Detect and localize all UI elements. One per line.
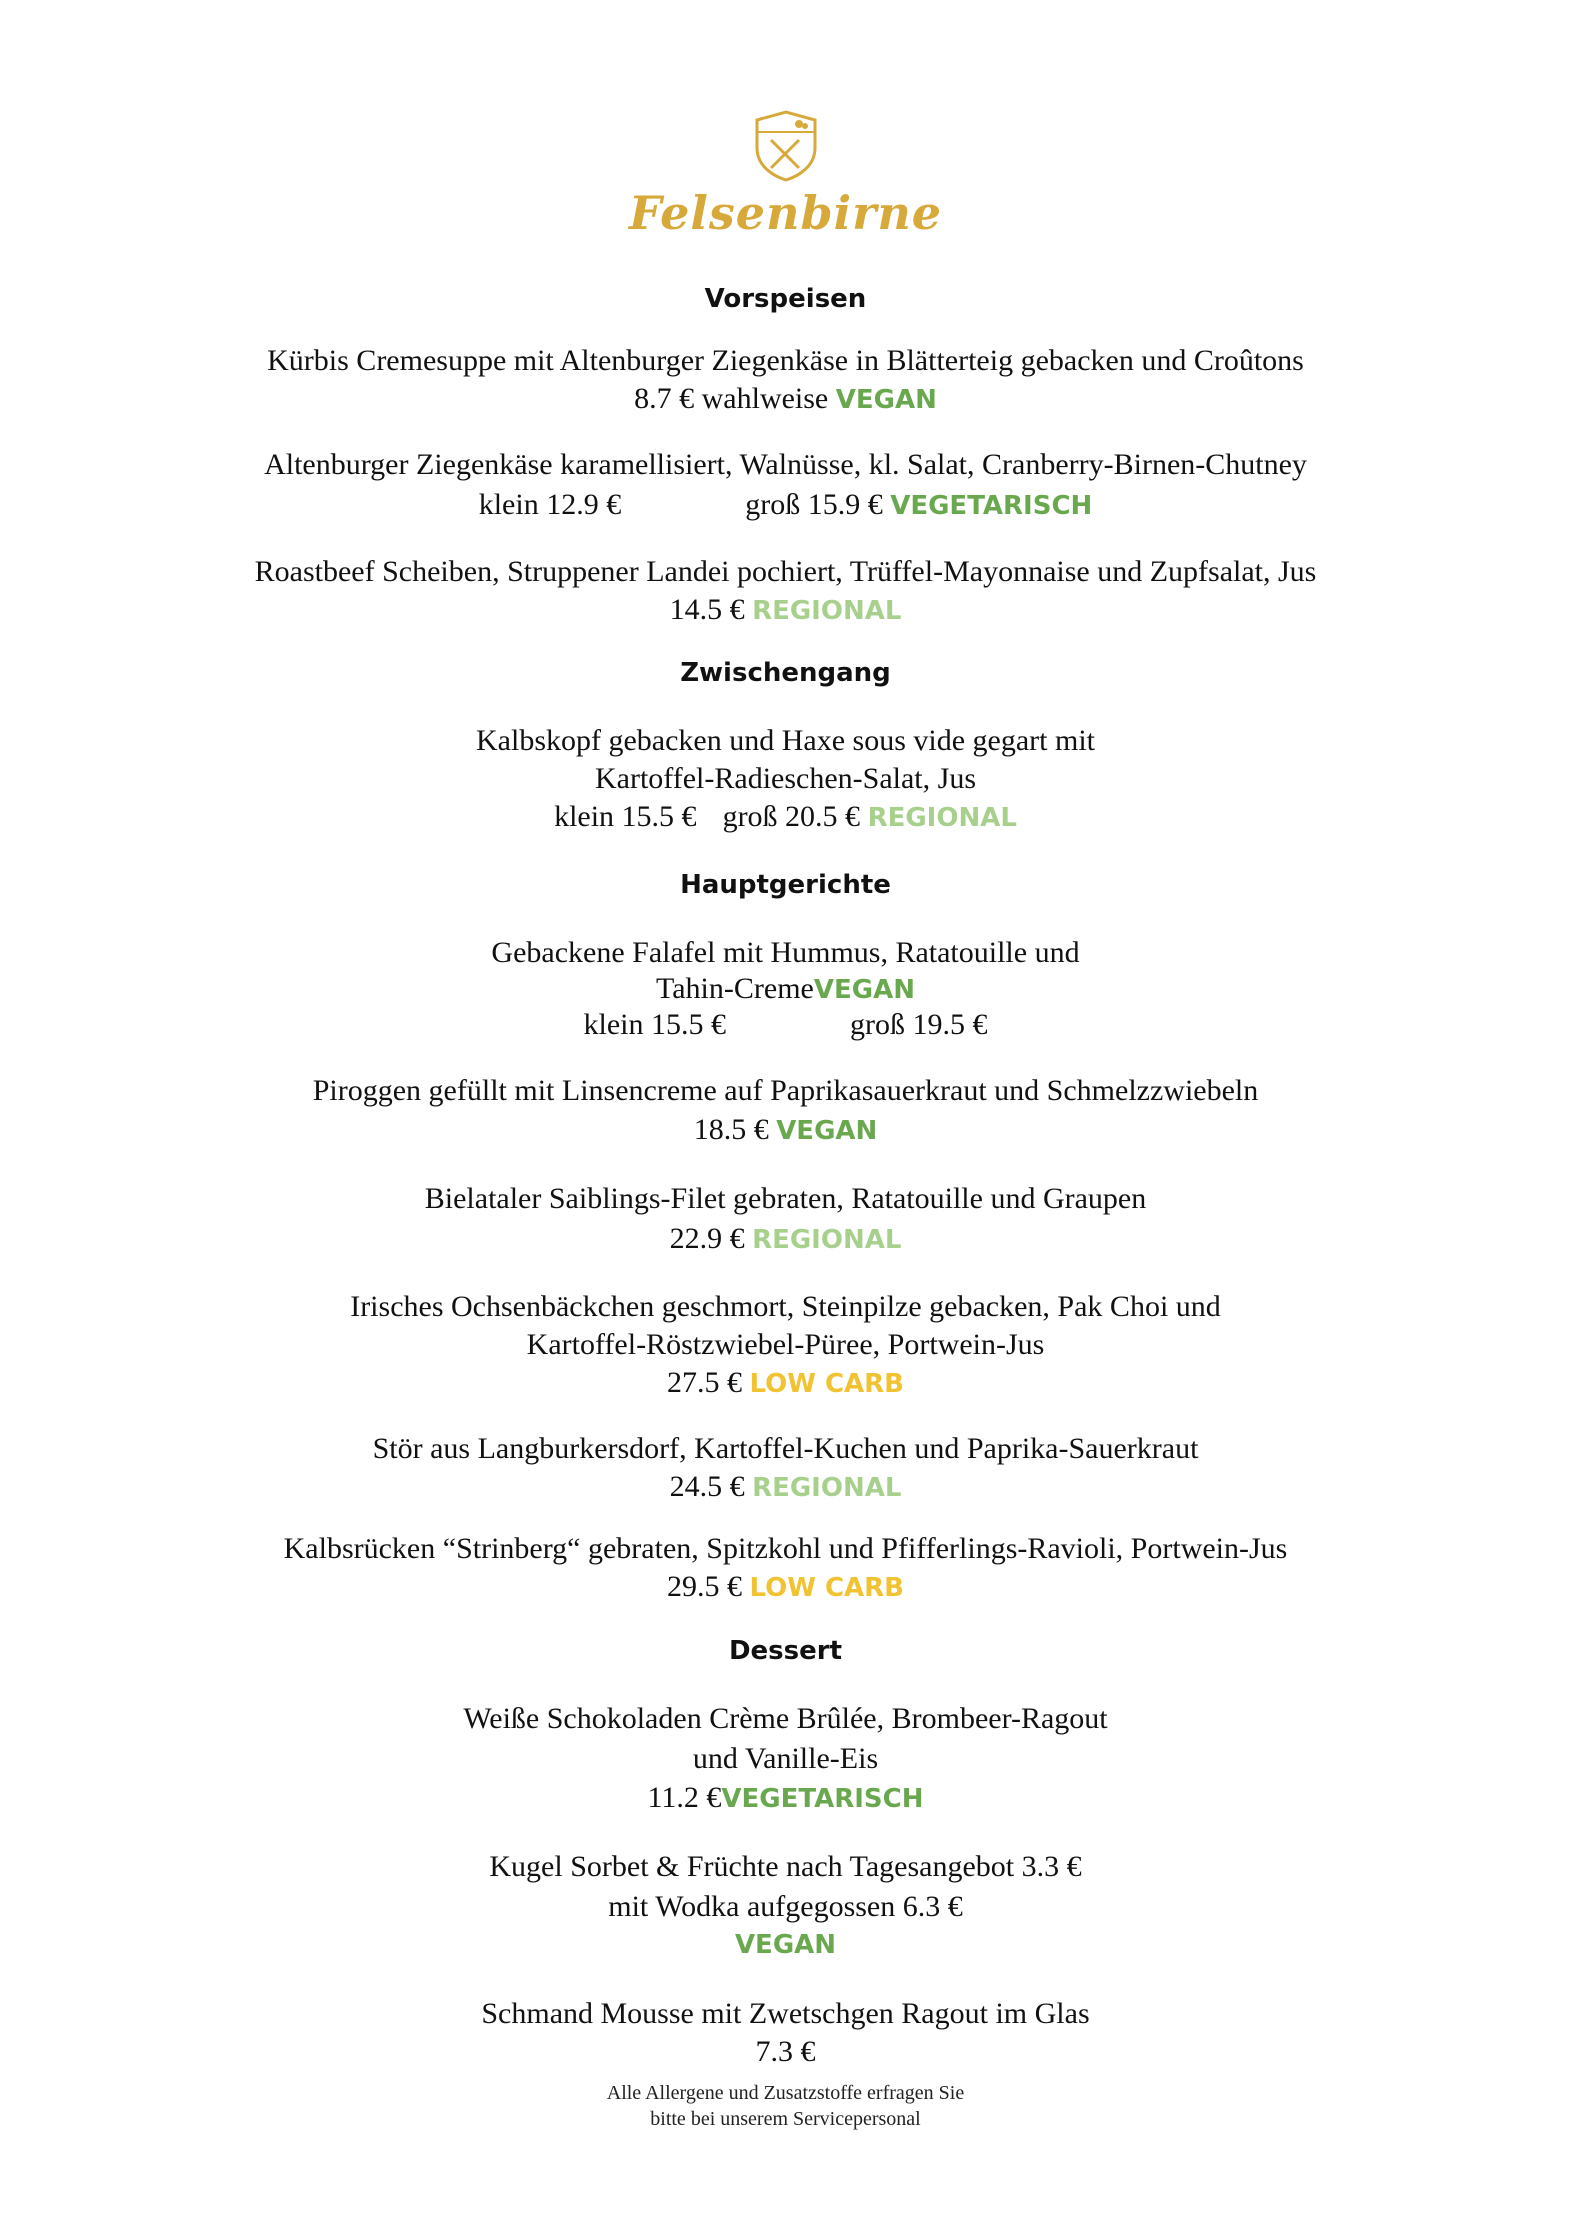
logo-wordmark: Felsenbirne (628, 186, 943, 240)
diet-tag: LOW CARB (749, 1573, 904, 1603)
dish-price-line (0, 1570, 1571, 1604)
dish-title-line (0, 972, 1571, 1006)
logo (0, 110, 1571, 240)
dish-price-large: groß 20.5 € (722, 800, 861, 833)
dish-price-line (0, 1366, 1571, 1400)
dish-price-small: klein 15.5 € (583, 1008, 726, 1041)
diet-tag: VEGETARISCH (721, 1784, 924, 1814)
dish-price: 11.2 € (647, 1781, 722, 1814)
dish-title: Kugel Sorbet & Früchte nach Tagesangebot 3.3 € (489, 1850, 1082, 1883)
dish-price: 14.5 € (669, 593, 745, 626)
dish-price-line (0, 382, 1571, 416)
diet-tag: REGIONAL (867, 803, 1017, 833)
allergen-note: bitte bei unserem Servicepersonal (650, 2108, 921, 2130)
crest-icon (753, 110, 819, 182)
dish-title: Kartoffel-Röstzwiebel-Püree, Portwein-Jus (526, 1328, 1045, 1361)
diet-tag: VEGAN (835, 385, 937, 415)
diet-tag: VEGAN (776, 1116, 878, 1146)
dish-title: Weiße Schokoladen Crème Brûlée, Brombeer-Ragout (463, 1702, 1108, 1735)
dish-price: 24.5 € (669, 1470, 745, 1503)
dish-price-small: klein 15.5 € (554, 800, 697, 833)
dish-title: Altenburger Ziegenkäse karamellisiert, Walnüsse, kl. Salat, Cranberry-Birnen-Chutney (264, 448, 1307, 481)
dish-price-line (0, 1008, 1571, 1042)
section-heading-hauptgerichte: Hauptgerichte (680, 870, 891, 900)
dish-title: Kürbis Cremesuppe mit Altenburger Ziegenkäse in Blätterteig gebacken und Croûtons (267, 344, 1304, 377)
dish-price-line (0, 800, 1571, 834)
dish-title: Roastbeef Scheiben, Struppener Landei pochiert, Trüffel-Mayonnaise und Zupfsalat, Jus (254, 555, 1317, 588)
diet-tag: LOW CARB (749, 1369, 904, 1399)
dish-title: Kalbsrücken “Strinberg“ gebraten, Spitzkohl und Pfifferlings-Ravioli, Portwein-Jus (283, 1532, 1288, 1565)
dish-title: Kartoffel-Radieschen-Salat, Jus (595, 762, 976, 795)
dish-title: mit Wodka aufgegossen 6.3 € (608, 1890, 963, 1923)
dish-price: 22.9 € (669, 1222, 745, 1255)
dish-price-small: klein 12.9 € (478, 488, 622, 521)
section-heading-vorspeisen: Vorspeisen (704, 284, 867, 314)
dish-price-line (0, 1781, 1571, 1815)
dish-price-line (0, 1470, 1571, 1504)
dish-price-line (0, 1222, 1571, 1256)
dish-title: Kalbskopf gebacken und Haxe sous vide gegart mit (476, 724, 1095, 757)
dish-title: Stör aus Langburkersdorf, Kartoffel-Kuchen und Paprika-Sauerkraut (372, 1432, 1199, 1465)
diet-tag: VEGAN (813, 975, 915, 1005)
diet-tag: REGIONAL (752, 596, 902, 626)
dish-title: Irisches Ochsenbäckchen geschmort, Steinpilze gebacken, Pak Choi und (350, 1290, 1221, 1323)
dish-price: 27.5 € (666, 1366, 742, 1399)
dish-title: Gebackene Falafel mit Hummus, Ratatouille und (491, 936, 1080, 969)
dish-price: 8.7 € wahlweise (634, 382, 829, 415)
dish-price-line (0, 488, 1571, 522)
dish-title: und Vanille-Eis (692, 1742, 879, 1775)
dish-price-line (0, 593, 1571, 627)
dish-price: 7.3 € (755, 2035, 816, 2068)
allergen-note: Alle Allergene und Zusatzstoffe erfragen Sie (606, 2082, 965, 2104)
dish-price-line (0, 1113, 1571, 1147)
dish-title: Tahin-Creme (656, 972, 814, 1005)
dish-price: 29.5 € (666, 1570, 742, 1603)
dish-title: Piroggen gefüllt mit Linsencreme auf Paprikasauerkraut und Schmelzzwiebeln (312, 1074, 1259, 1107)
diet-tag: REGIONAL (752, 1473, 902, 1503)
section-heading-dessert: Dessert (728, 1636, 843, 1666)
dish-title: Bielataler Saiblings-Filet gebraten, Ratatouille und Graupen (424, 1182, 1147, 1215)
dish-price: 18.5 € (693, 1113, 769, 1146)
dish-title: Schmand Mousse mit Zwetschgen Ragout im Glas (481, 1997, 1090, 2030)
dish-price-large: groß 15.9 € (745, 488, 883, 521)
dish-price-large: groß 19.5 € (850, 1008, 988, 1041)
section-heading-zwischengang: Zwischengang (680, 658, 891, 688)
diet-tag: REGIONAL (752, 1225, 902, 1255)
diet-tag: VEGAN (734, 1930, 837, 1960)
diet-tag: VEGETARISCH (890, 491, 1093, 521)
